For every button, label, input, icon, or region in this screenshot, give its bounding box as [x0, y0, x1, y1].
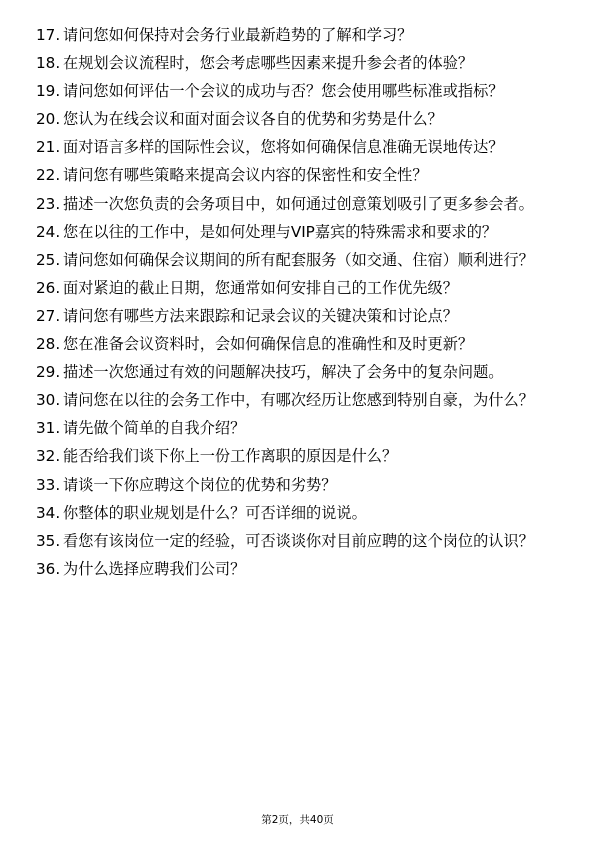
question-list [36, 24, 566, 586]
question-number: 17. [36, 26, 61, 44]
question-number: 19. [36, 82, 61, 101]
question-item [36, 249, 566, 271]
question-number: 35. [36, 531, 61, 550]
question-item [36, 221, 566, 243]
question-text: 请问您如何确保会议期间的所有配套服务（如交通、住宿）顺利进行？ [63, 250, 534, 269]
question-text: 请问您如何保持对会务行业最新趋势的了解和学习？ [63, 26, 413, 44]
question-text: 请问您有哪些方法来跟踪和记录会议的关键决策和讨论点？ [63, 306, 458, 325]
question-number: 20. [36, 110, 61, 129]
question-item [36, 108, 566, 130]
question-number: 36. [36, 559, 61, 578]
question-item [36, 24, 566, 46]
question-text: 你整体的职业规划是什么？可否详细的说说。 [63, 503, 367, 522]
question-item [36, 305, 566, 327]
question-item [36, 558, 566, 580]
question-text: 能否给我们谈下你上一份工作离职的原因是什么？ [63, 447, 398, 466]
question-text: 面对语言多样的国际性会议，您将如何确保信息准确无误地传达？ [63, 138, 504, 157]
question-text: 您在以往的工作中，是如何处理与VIP嘉宾的特殊需求和要求的？ [63, 222, 498, 241]
question-text: 请谈一下你应聘这个岗位的优势和劣势？ [63, 475, 337, 494]
question-number: 28. [36, 335, 61, 354]
question-item [36, 361, 566, 383]
question-number: 30. [36, 391, 61, 410]
question-item [36, 80, 566, 102]
question-text: 请问您在以往的会务工作中，有哪次经历让您感到特别自豪，为什么？ [63, 391, 534, 410]
question-item [36, 417, 566, 439]
question-number: 24. [36, 222, 61, 241]
question-number: 32. [36, 447, 61, 466]
question-text: 您认为在线会议和面对面会议各自的优势和劣势是什么？ [63, 110, 443, 129]
question-item [36, 502, 566, 524]
question-text: 描述一次您负责的会务项目中，如何通过创意策划吸引了更多参会者。 [63, 194, 534, 213]
question-number: 23. [36, 194, 61, 213]
question-item [36, 277, 566, 299]
question-number: 31. [36, 419, 61, 438]
question-item [36, 530, 566, 552]
question-item [36, 136, 566, 158]
question-number: 29. [36, 363, 61, 382]
question-text: 请先做个简单的自我介绍？ [63, 419, 246, 438]
question-item [36, 193, 566, 215]
question-number: 25. [36, 250, 61, 269]
question-item [36, 445, 566, 467]
question-number: 21. [36, 138, 61, 157]
question-item [36, 52, 566, 74]
question-item [36, 333, 566, 355]
question-text: 描述一次您通过有效的问题解决技巧，解决了会务中的复杂问题。 [63, 363, 504, 382]
question-text: 为什么选择应聘我们公司？ [63, 559, 246, 578]
question-item [36, 389, 566, 411]
question-text: 请问您如何评估一个会议的成功与否？您会使用哪些标准或指标？ [63, 82, 504, 101]
page-number-footer: 第2页，共40页 [261, 814, 334, 826]
question-number: 33. [36, 475, 61, 494]
question-item [36, 474, 566, 496]
question-number: 34. [36, 503, 61, 522]
question-number: 26. [36, 278, 61, 297]
question-text: 在规划会议流程时，您会考虑哪些因素来提升参会者的体验？ [63, 54, 474, 73]
question-text: 请问您有哪些策略来提高会议内容的保密性和安全性？ [63, 166, 428, 185]
question-text: 面对紧迫的截止日期，您通常如何安排自己的工作优先级？ [63, 278, 458, 297]
question-number: 27. [36, 306, 61, 325]
question-text: 您在准备会议资料时，会如何确保信息的准确性和及时更新？ [63, 335, 474, 354]
question-number: 22. [36, 166, 61, 185]
question-item [36, 164, 566, 186]
question-text: 看您有该岗位一定的经验，可否谈谈你对目前应聘的这个岗位的认识？ [63, 531, 534, 550]
question-number: 18. [36, 54, 61, 73]
